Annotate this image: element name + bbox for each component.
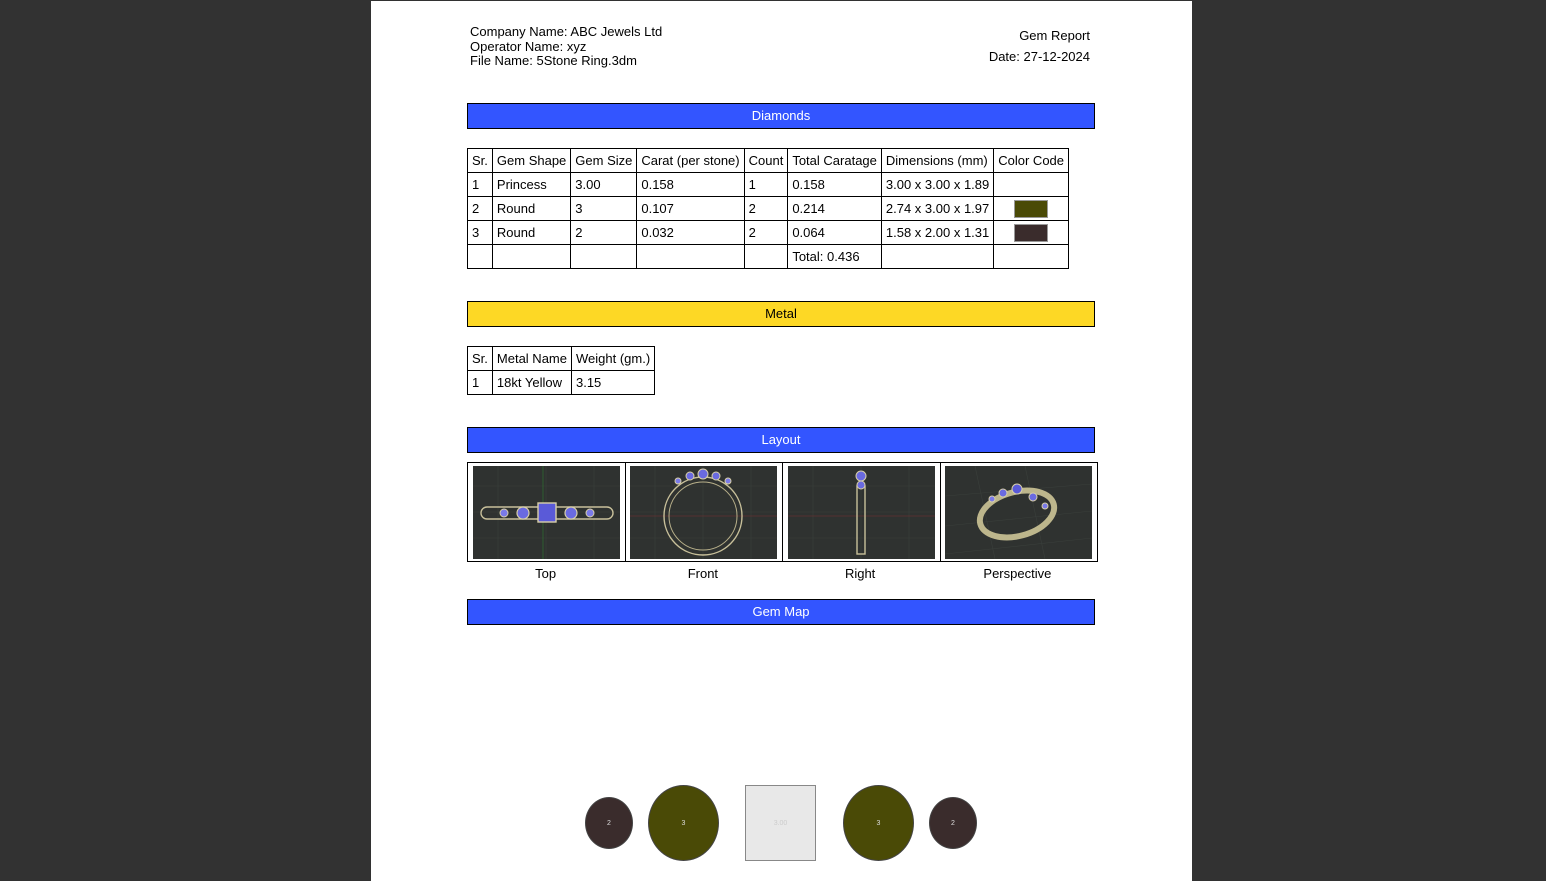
cell-weight: 3.15 [571,371,654,395]
cell-count: 2 [744,221,788,245]
header-cell: Sr. [468,149,493,173]
cell-size: 3.00 [571,173,637,197]
perspective-view-image [945,466,1092,559]
empty-cell [994,245,1069,269]
cell-dims: 1.58 x 2.00 x 1.31 [881,221,993,245]
cell-shape: Round [492,197,570,221]
gem-map-stone [745,785,816,861]
header-cell: Metal Name [492,347,571,371]
color-swatch [1014,224,1048,242]
gem-label: 3.00 [773,819,788,827]
cell-count: 2 [744,197,788,221]
layout-section-bar: Layout [467,427,1095,453]
diamonds-header-row [468,149,1069,173]
empty-cell [571,245,637,269]
operator-name: Operator Name: xyz [470,38,587,54]
report-date: Date: 27-12-2024 [988,49,1090,64]
metal-header-row [468,347,655,371]
gem-map-stone [585,797,633,849]
header-cell: Carat (per stone) [637,149,744,173]
cell-dims: 3.00 x 3.00 x 1.89 [881,173,993,197]
total-row [468,245,1069,269]
cell-carat: 0.032 [637,221,744,245]
empty-cell [881,245,993,269]
gem-label: 2 [607,819,611,827]
caption-front: Front [687,566,719,581]
header-cell: Gem Shape [492,149,570,173]
cell-color [994,221,1069,245]
report-title: Gem Report [1019,28,1090,43]
report-header-right [989,25,1090,67]
table-row [468,221,1069,245]
cell-total: 0.158 [788,173,882,197]
table-row [468,197,1069,221]
layout-views [467,462,1098,562]
header-cell: Gem Size [571,149,637,173]
metal-table [467,346,655,395]
header-cell: Total Caratage [788,149,882,173]
top-view-image [473,466,620,559]
cell-shape: Princess [492,173,570,197]
report-header-left [470,25,662,69]
metal-section-bar: Metal [467,301,1095,327]
header-cell: Count [744,149,788,173]
gem-map-stone [648,785,719,861]
cell-size: 3 [571,197,637,221]
empty-cell [492,245,570,269]
table-row [468,371,655,395]
cell-color [994,173,1069,197]
color-swatch [1014,200,1048,218]
cell-sr: 2 [468,197,493,221]
gem-map-stone [843,785,914,861]
empty-cell [468,245,493,269]
header-cell: Dimensions (mm) [881,149,993,173]
cell-carat: 0.158 [637,173,744,197]
caption-perspective: Perspective [983,566,1052,581]
empty-cell [744,245,788,269]
diamonds-section-bar: Diamonds [467,103,1095,129]
front-view-image [630,466,777,559]
cell-sr: 1 [468,173,493,197]
cell-size: 2 [571,221,637,245]
caption-right: Right [844,566,876,581]
cell-sr: 1 [468,371,493,395]
cell-shape: Round [492,221,570,245]
layout-cell-top [468,463,626,561]
cell-carat: 0.107 [637,197,744,221]
cell-total: 0.064 [788,221,882,245]
diamonds-table [467,148,1069,269]
file-name: File Name: 5Stone Ring.3dm [470,53,637,68]
total-caratage: Total: 0.436 [788,245,882,269]
header-cell: Color Code [994,149,1069,173]
gem-label: 2 [951,819,955,827]
caption-top: Top [535,566,557,581]
cell-dims: 2.74 x 3.00 x 1.97 [881,197,993,221]
layout-cell-right [783,463,941,561]
cell-metal-name: 18kt Yellow [492,371,571,395]
gem-label: 3 [876,819,881,827]
layout-cell-front [626,463,784,561]
table-row [468,173,1069,197]
company-name: Company Name: ABC Jewels Ltd [470,24,663,39]
layout-cell-perspective [941,463,1098,561]
header-cell: Weight (gm.) [571,347,654,371]
gem-map-section-bar: Gem Map [467,599,1095,625]
right-view-image [788,466,935,559]
header-cell: Sr. [468,347,493,371]
gem-label: 3 [681,819,686,827]
layout-captions [467,566,1096,581]
cell-count: 1 [744,173,788,197]
report-page [371,1,1192,881]
gem-map-stone [929,797,977,849]
cell-color [994,197,1069,221]
empty-cell [637,245,744,269]
cell-total: 0.214 [788,197,882,221]
cell-sr: 3 [468,221,493,245]
